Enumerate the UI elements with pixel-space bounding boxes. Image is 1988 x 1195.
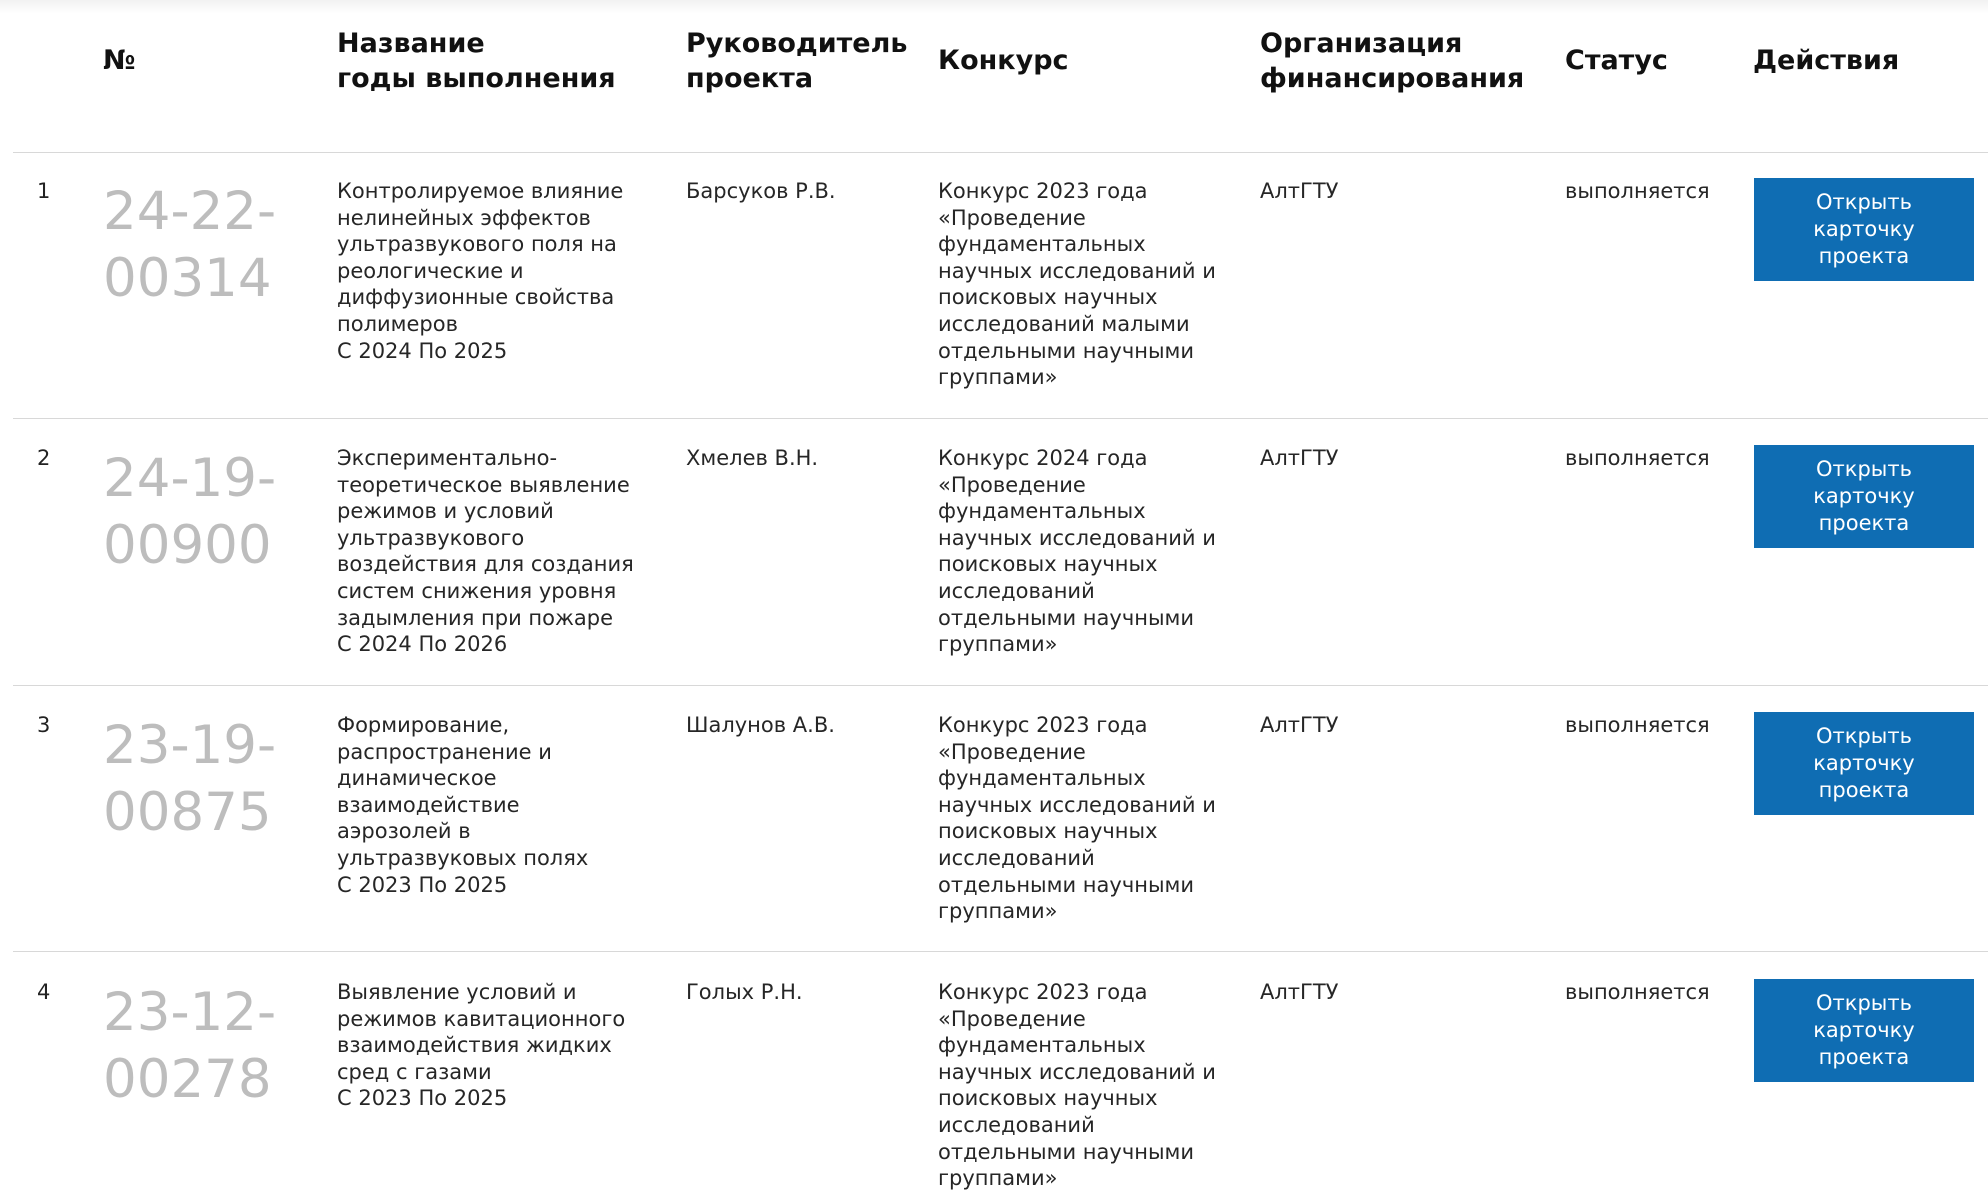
funding-organization: АлтГТУ (1260, 980, 1339, 1004)
header-divider (13, 152, 1988, 153)
project-title-years: Контролируемое влияние нелинейных эффектов ультразвукового поля на реологические и диффузионные свойства полимеров С 2024 По 2025 (337, 179, 624, 363)
project-status: выполняется (1565, 980, 1710, 1004)
project-contest: Конкурс 2023 года «Проведение фундаментальных научных исследований и поисковых научных исследований отдельными научными группами» (938, 980, 1216, 1191)
project-leader: Барсуков Р.В. (686, 179, 836, 203)
project-contest: Конкурс 2023 года «Проведение фундаментальных научных исследований и поисковых научных исследований отдельными научными группами» (938, 713, 1216, 924)
project-code: 23-12- 00278 (103, 982, 277, 1110)
header-actions: Действия (1753, 45, 1900, 76)
header-contest: Конкурс (938, 45, 1069, 76)
project-title-years: Экспериментально- теоретическое выявление режимов и условий ультразвукового воздействия для создания систем снижения уровня задымления при пожаре С 2024 По 2026 (337, 446, 634, 657)
row-index: 1 (37, 179, 51, 203)
funding-organization: АлтГТУ (1260, 713, 1339, 737)
open-project-card-button[interactable]: Открыть карточку проекта (1754, 445, 1974, 548)
project-leader: Хмелев В.Н. (686, 446, 819, 470)
project-code: 23-19- 00875 (103, 715, 277, 843)
project-code: 24-19- 00900 (103, 448, 277, 576)
project-contest: Конкурс 2024 года «Проведение фундаментальных научных исследований и поисковых научных исследований отдельными научными группами» (938, 446, 1216, 657)
row-divider (13, 418, 1988, 419)
row-divider (13, 951, 1988, 952)
header-name-years: Название годы выполнения (337, 28, 616, 94)
row-divider (13, 685, 1988, 686)
project-code: 24-22- 00314 (103, 181, 277, 309)
open-project-card-button[interactable]: Открыть карточку проекта (1754, 712, 1974, 815)
row-index: 4 (37, 980, 51, 1004)
project-status: выполняется (1565, 446, 1710, 470)
header-number: № (103, 45, 136, 76)
project-leader: Голых Р.Н. (686, 980, 803, 1004)
project-title-years: Формирование, распространение и динамическое взаимодействие аэрозолей в ультразвуковых полях С 2023 По 2025 (337, 713, 589, 897)
open-project-card-button[interactable]: Открыть карточку проекта (1754, 979, 1974, 1082)
project-status: выполняется (1565, 713, 1710, 737)
row-index: 2 (37, 446, 51, 470)
project-leader: Шалунов А.В. (686, 713, 835, 737)
funding-organization: АлтГТУ (1260, 446, 1339, 470)
header-status: Статус (1565, 45, 1668, 76)
row-index: 3 (37, 713, 51, 737)
funding-organization: АлтГТУ (1260, 179, 1339, 203)
header-project-leader: Руководитель проекта (686, 28, 908, 94)
open-project-card-button[interactable]: Открыть карточку проекта (1754, 178, 1974, 281)
top-shade (0, 0, 1988, 14)
header-funding-organization: Организация финансирования (1260, 28, 1525, 94)
project-title-years: Выявление условий и режимов кавитационного взаимодействия жидких сред с газами С 2023 По 2025 (337, 980, 626, 1111)
project-status: выполняется (1565, 179, 1710, 203)
project-contest: Конкурс 2023 года «Проведение фундаментальных научных исследований и поисковых научных исследований малыми отдельными научными группами» (938, 179, 1216, 390)
